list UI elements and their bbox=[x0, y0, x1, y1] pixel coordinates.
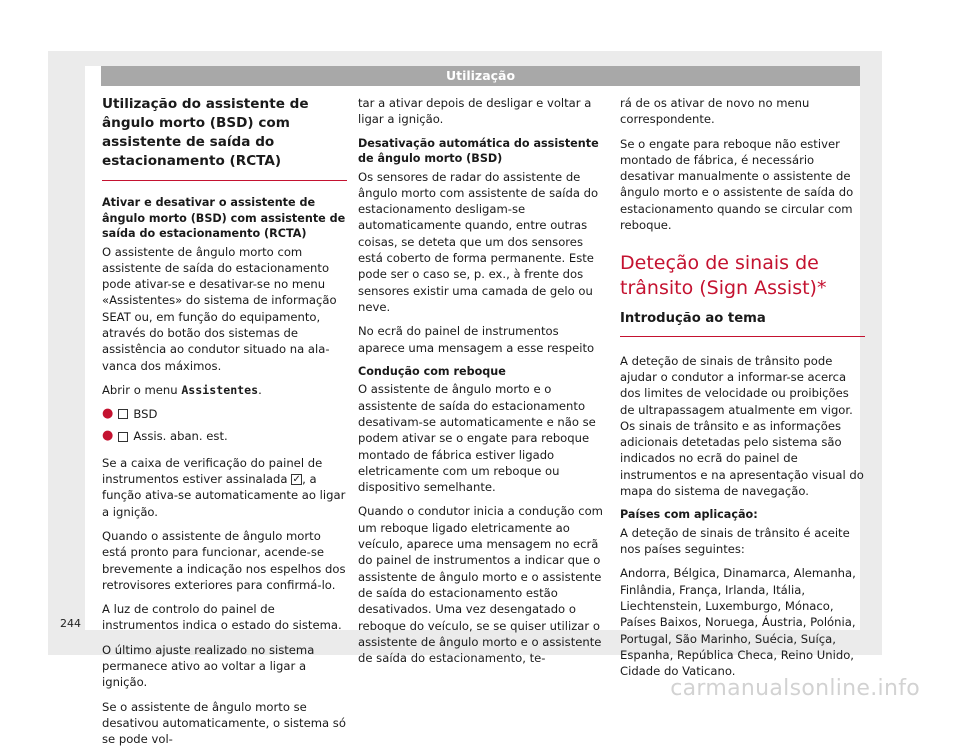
bullet-icon: ● bbox=[102, 406, 114, 422]
subheading-auto-deactivation: Desativação automática do assistente de ângulo morto (BSD) bbox=[358, 136, 599, 166]
paragraph: No ecrã do painel de instrumentos aparece uma mensagem a esse respeito bbox=[358, 324, 595, 355]
paragraph: O assistente de ângulo morto e o assistente de saída do estacionamento desativam-se automaticamente e não se podem ativar se o engate para reboque montado de fábrica estiver ligado eletricamente com um reboque ou dispositivo semelhante. bbox=[358, 382, 596, 495]
paragraph: O último ajuste realizado no sistema permanece ativo ao voltar a ligar a ignição. bbox=[102, 642, 315, 690]
subheading-trailer: Condução com reboque bbox=[358, 364, 506, 378]
bullet-icon: ● bbox=[102, 428, 114, 444]
paragraph: Os sensores de radar do assistente de ângulo morto com assistente de saída do estacionamento desligam-se automaticamente quando, entre outras coisas, se deteta que um dos sensores está coberto de forma permanente. Este pode ser o caso se, p. ex., à frente dos sensores existir uma camada de gelo ou neve. bbox=[358, 169, 599, 314]
paragraph: tar a ativar depois de desligar e voltar a ligar a ignição. bbox=[358, 96, 592, 127]
paragraph: A deteção de sinais de trânsito é aceite nos países seguintes: bbox=[620, 525, 850, 557]
chapter-title: Deteção de sinais de trânsito (Sign Assist)* bbox=[620, 252, 827, 300]
column-3 bbox=[620, 95, 865, 688]
paragraph: Quando o assistente de ângulo morto está pronto para funcionar, acende-se brevemente a indicação nos espelhos dos retrovisores exteriores para confirmá-lo. bbox=[102, 528, 346, 592]
subsection-title: Introdução ao tema bbox=[620, 311, 865, 336]
paragraph: Se o engate para reboque não estiver montado de fábrica, é necessário desativar manualmente o assistente de ângulo morto e o assistente de saída do estacionamento quando se circular com reboque. bbox=[620, 136, 854, 233]
subheading-countries: Países com aplicação: bbox=[620, 508, 758, 522]
paragraph: A luz de controlo do painel de instrumentos indica o estado do sistema. bbox=[102, 602, 342, 633]
paragraph: rá de os ativar de novo no menu correspondente. bbox=[620, 96, 810, 127]
menu-name: Assistentes bbox=[181, 382, 259, 397]
subheading-toggle: Ativar e desativar o assistente de ângulo morto (BSD) com assistente de saída do estacionamento (RCTA) bbox=[102, 196, 346, 240]
watermark: carmanualsonline.info bbox=[670, 676, 920, 701]
paragraph: Andorra, Bélgica, Dinamarca, Alemanha, Finlândia, França, Irlanda, Itália, Liechtenstein, Luxemburgo, Mónaco, Países Baixos, Noruega, Áustria, Polónia, Portugal, São Marinho, Suécia, Suíça, Espanha, República Checa, Reino Unido, Cidade do Vaticano. bbox=[620, 566, 856, 679]
paragraph: Se o assistente de ângulo morto se desativou automaticamente, o sistema só se pode vol- bbox=[102, 699, 346, 747]
paragraph: O assistente de ângulo morto com assistente de saída do estacionamento pode ativar-se e desativar-se no menu «Assistentes» do sistema de informação SEAT ou, em função do equipamento, através do botão dos sistemas de assistência ao condutor situado na alavanca dos máximos. bbox=[102, 244, 337, 373]
page-header: Utilização bbox=[101, 66, 860, 86]
list-item-bsd: ● BSD bbox=[102, 406, 158, 422]
menu-instruction: Abrir o menu Assistentes. bbox=[102, 382, 262, 397]
checkbox-icon bbox=[118, 432, 128, 442]
paragraph: Quando o condutor inicia a condução com um reboque ligado eletricamente ao veículo, aparece uma mensagem no ecrã do painel de instrumentos a indicar que o assistente de ângulo morto e o assistente de saída do estacionamento estão desativados. Uma vez desengatado o reboque do veículo, se se quiser utilizar o assistente de ângulo morto e o assistente de saída do estacionamento, te- bbox=[358, 504, 603, 666]
column-2 bbox=[358, 95, 603, 674]
checkbox-icon bbox=[118, 409, 128, 419]
column-1 bbox=[102, 95, 347, 756]
paragraph: Se a caixa de verificação do painel de instrumentos estiver assinalada ✓, a função ativa-se automaticamente ao ligar a ignição. bbox=[102, 455, 346, 519]
section-title: Utilização do assistente de ângulo morto (BSD) com assistente de saída do estacionamento (RCTA) bbox=[102, 95, 347, 181]
page-number: 244 bbox=[60, 617, 81, 630]
list-item-rcta: ● Assis. aban. est. bbox=[102, 428, 228, 444]
paragraph: A deteção de sinais de trânsito pode ajudar o condutor a informar-se acerca dos limites de velocidade ou proibições de ultrapassagem atualmente em vigor. Os sinais de trânsito e as informações adicionais detetadas pelo sistema são indicados no ecrã do painel de instrumentos e na apresentação visual do mapa do sistema de navegação. bbox=[620, 353, 864, 499]
checked-box-icon: ✓ bbox=[292, 474, 301, 486]
